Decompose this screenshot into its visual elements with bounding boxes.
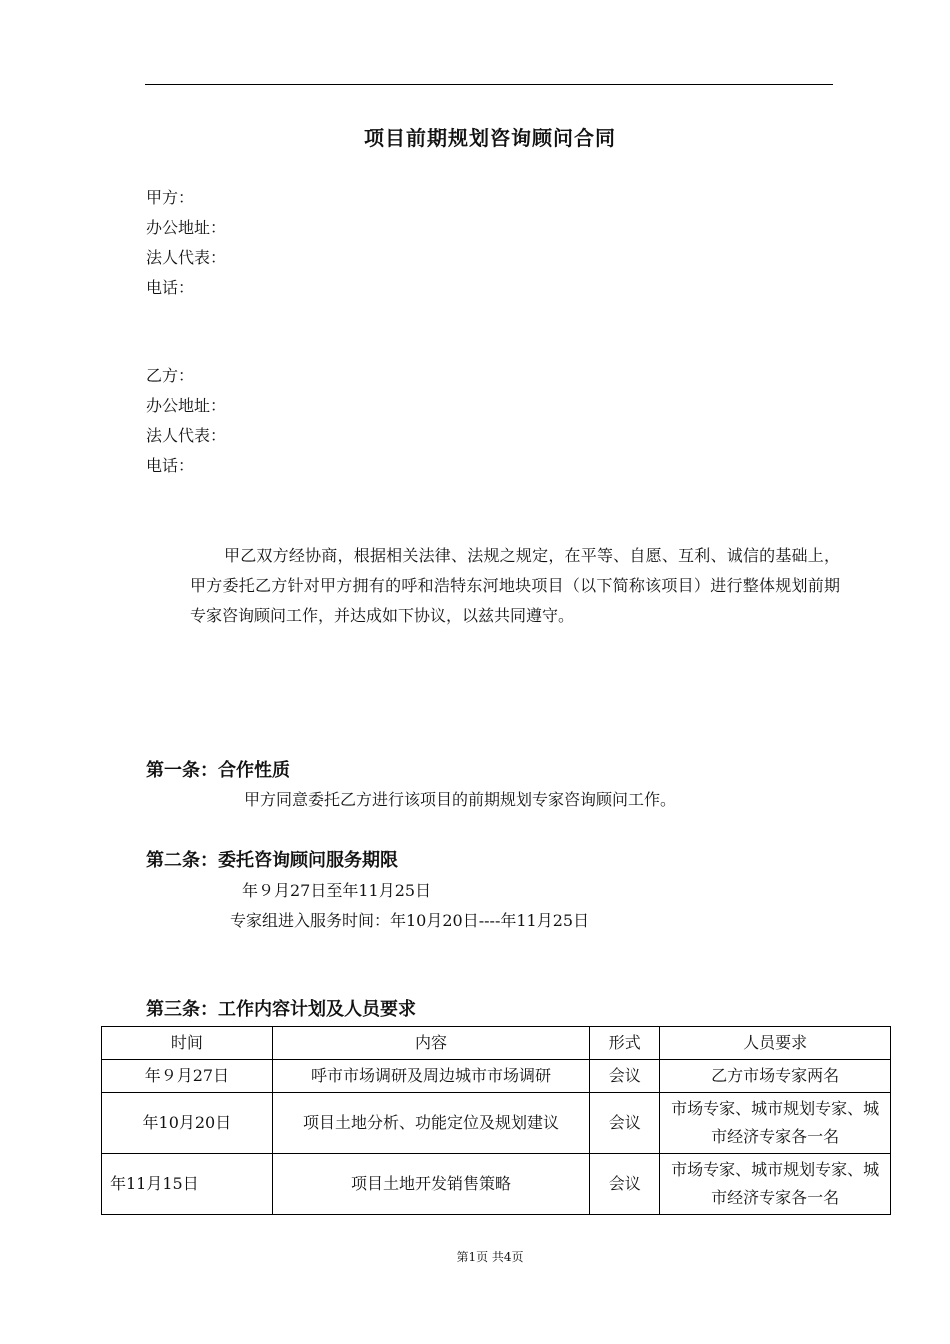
- cell-time: 年10月20日: [102, 1093, 273, 1154]
- party-b-label: 乙方：: [146, 366, 195, 385]
- cell-content: 项目土地开发销售策略: [272, 1154, 590, 1215]
- party-b-phone-label: 电话：: [146, 456, 195, 475]
- party-b-address-label: 办公地址：: [146, 396, 227, 415]
- header-time: 时间: [102, 1027, 273, 1060]
- cell-staff: 乙方市场专家两名: [660, 1060, 891, 1093]
- party-b-rep-label: 法人代表：: [146, 426, 227, 445]
- article-1-text: 甲方同意委托乙方进行该项目的前期规划专家咨询顾问工作。: [244, 790, 677, 809]
- party-a-label: 甲方：: [146, 188, 195, 207]
- work-plan-table: [101, 1026, 891, 1215]
- table-row: [102, 1093, 891, 1154]
- cell-form: 会议: [590, 1060, 660, 1093]
- cell-time: 年11月15日: [102, 1154, 273, 1215]
- expert-service-period: 专家组进入服务时间：年10月20日----年11月25日: [230, 911, 590, 930]
- party-a-address-label: 办公地址：: [146, 218, 227, 237]
- cell-staff: 市场专家、城市规划专家、城市经济专家各一名: [660, 1093, 891, 1154]
- cell-time: 年９月27日: [102, 1060, 273, 1093]
- cell-content: 项目土地分析、功能定位及规划建议: [272, 1093, 590, 1154]
- article-2-heading: 第二条：委托咨询顾问服务期限: [146, 850, 398, 871]
- cell-staff: 市场专家、城市规划专家、城市经济专家各一名: [660, 1154, 891, 1215]
- article-3-heading: 第三条：工作内容计划及人员要求: [146, 999, 416, 1020]
- header-rule: [145, 84, 833, 85]
- header-staff: 人员要求: [660, 1027, 891, 1060]
- party-a-phone-label: 电话：: [146, 278, 195, 297]
- article-1-heading: 第一条：合作性质: [146, 760, 290, 781]
- intro-paragraph: 甲乙双方经协商，根据相关法律、法规之规定，在平等、自愿、互利、诚信的基础上，甲方委托乙方针对甲方拥有的呼和浩特东河地块项目（以下简称该项目）进行整体规划前期专家咨询顾问工作，并达成如下协议，以兹共同遵守。: [190, 546, 840, 625]
- party-a-rep-label: 法人代表：: [146, 248, 227, 267]
- table-row: [102, 1060, 891, 1093]
- table-row: [102, 1154, 891, 1215]
- cell-content: 呼市市场调研及周边城市市场调研: [272, 1060, 590, 1093]
- header-content: 内容: [272, 1027, 590, 1060]
- service-period: 年９月27日至年11月25日: [242, 881, 432, 900]
- cell-form: 会议: [590, 1093, 660, 1154]
- document-title: 项目前期规划咨询顾问合同: [364, 126, 616, 150]
- page-footer: 第1页 共4页: [456, 1250, 524, 1264]
- cell-form: 会议: [590, 1154, 660, 1215]
- header-form: 形式: [590, 1027, 660, 1060]
- table-header-row: [102, 1027, 891, 1060]
